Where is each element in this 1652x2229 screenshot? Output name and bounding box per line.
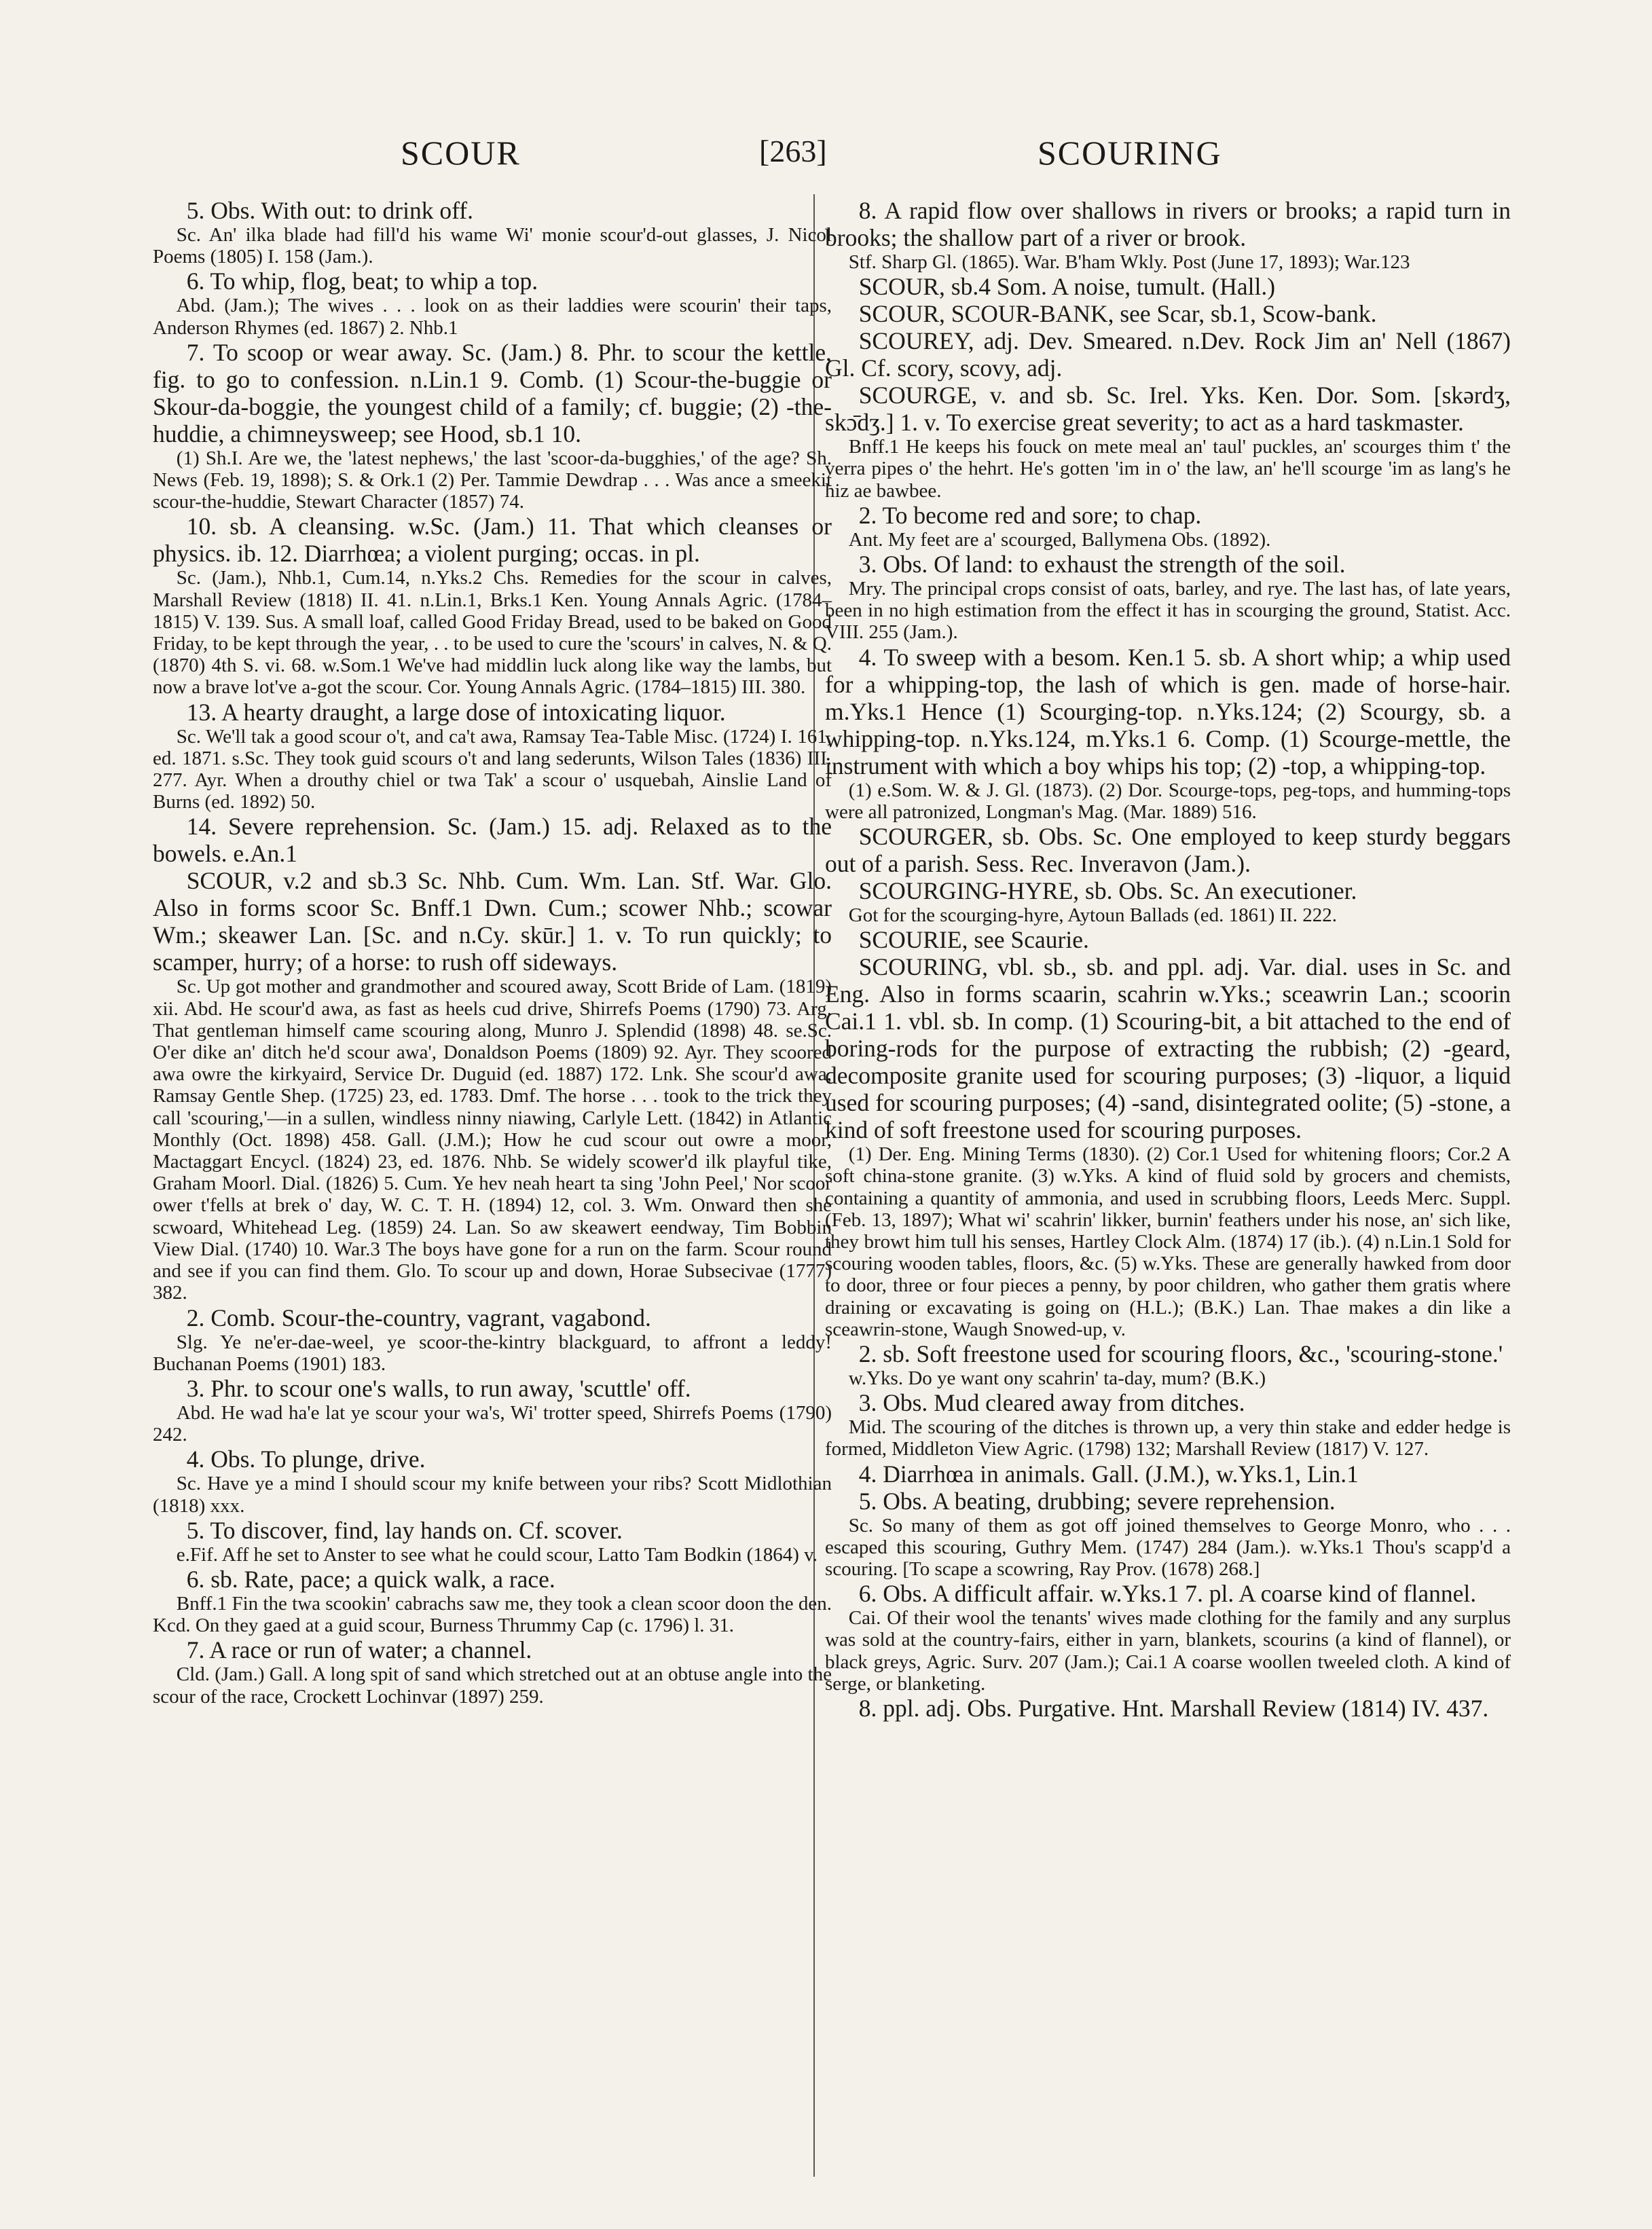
entry-paragraph: SCOURING, vbl. sb., sb. and ppl. adj. Var. dial. uses in Sc. and Eng. Also in forms scaarin, scahrin w.Yks.; sceawrin Lan.; scoorin Cai.1 1. vbl. sb. In comp. (1) Scouring-bit, a bit attached to the end of boring-rods for the purpose of extracting the rubbish; (2) -geard, decomposite granite used for scouring purposes; (3) -liquor, a liquid used for scouring purposes; (4) -sand, disintegrated oolite; (5) -stone, a kind of soft freestone used for scouring purposes. (825, 953, 1511, 1144)
entry-paragraph: 2. sb. Soft freestone used for scouring floors, &c., 'scouring-stone.' (858, 1340, 1503, 1368)
entry-paragraph: 13. A hearty draught, a large dose of intoxicating liquor. (186, 698, 726, 726)
page-number: [263] (759, 134, 827, 168)
entry-paragraph: SCOURGER, sb. Obs. Sc. One employed to keep sturdy beggars out of a parish. Sess. Rec. Inveravon (Jam.). (825, 823, 1511, 878)
entry-paragraph: SCOURGING-HYRE, sb. Obs. Sc. An executioner. (858, 877, 1357, 905)
citation-paragraph: Abd. (Jam.); The wives . . . look on as their laddies were scourin' their taps, Anderson Rhymes (ed. 1867) 2. Nhb.1 (153, 295, 832, 339)
entry-paragraph: 5. Obs. A beating, drubbing; severe reprehension. (858, 1487, 1336, 1515)
entry-paragraph: SCOURIE, see Scaurie. (858, 926, 1089, 954)
entry-paragraph: 7. To scoop or wear away. Sc. (Jam.) 8. Phr. to scour the kettle, fig. to go to confession. n.Lin.1 9. Comb. (1) Scour-the-buggie or Skour-da-boggie, the youngest child of a family; cf. buggie; (2) -the-huddie, a chimneysweep; see Hood, sb.1 10. (153, 338, 832, 447)
citation-paragraph: (1) Der. Eng. Mining Terms (1830). (2) Cor.1 Used for whitening floors; Cor.2 A soft china-stone granite. (3) w.Yks. A kind of fluid sold by grocers and chemists, containing a quantity of ammonia, and used in scrubbing floors, Leeds Merc. Suppl. (Feb. 13, 1897); What wi' scahrin' likker, burnin' feathers under his nose, an' sich like, they browt him tull his senses, Hartley Clock Alm. (1874) 17 (ib.). (4) n.Lin.1 Sold for scouring wooden tables, floors, &c. (5) w.Yks. These are generally hawked from door to door, three or four pieces a penny, by poor children, who gather them gratis where draining or excavating is going on (H.L.); (B.K.) Lan. Thae makes a din like a sceawrin-stone, Waugh Snowed-up, v. (825, 1143, 1511, 1340)
entry-paragraph: 10. sb. A cleansing. w.Sc. (Jam.) 11. That which cleanses or physics. ib. 12. Diarrhœa; a violent purging; occas. in pl. (153, 513, 832, 568)
citation-paragraph: Mry. The principal crops consist of oats, barley, and rye. The last has, of late years, been in no high estimation from the effect it has in scourging the ground, Statist. Acc. VIII. 255 (Jam.). (825, 578, 1511, 644)
citation-paragraph: Bnff.1 Fin the twa scookin' cabrachs saw me, they took a clean scoor doon the den. Kcd. On they gaed at a guid scour, Burness Thrummy Cap (c. 1796) l. 31. (153, 1592, 832, 1637)
citation-paragraph: Mid. The scouring of the ditches is thrown up, a very thin stake and edder hedge is formed, Middleton View Agric. (1798) 132; Marshall Review (1817) V. 127. (825, 1416, 1511, 1460)
entry-paragraph: 5. Obs. With out: to drink off. (186, 197, 473, 224)
citation-paragraph: Bnff.1 He keeps his fouck on mete meal an' taul' puckles, an' scourges thim t' the verra pipes o' the hehrt. He's gotten 'im in o' the law, an' he'll scourge 'im as lang's he hiz ae bawbee. (825, 436, 1511, 502)
entry-paragraph: 4. To sweep with a besom. Ken.1 5. sb. A short whip; a whip used for a whipping-top, the lash of which is gen. made of horse-hair. m.Yks.1 Hence (1) Scourging-top. n.Yks.124; (2) Scourgy, sb. a whipping-top. n.Yks.124, m.Yks.1 6. Comp. (1) Scourge-mettle, the instrument with which a boy whips his top; (2) -top, a whipping-top. (825, 643, 1511, 779)
citation-paragraph: Sc. (Jam.), Nhb.1, Cum.14, n.Yks.2 Chs. Remedies for the scour in calves, Marshall Review (1818) II. 41. n.Lin.1, Brks.1 Ken. Young Annals Agric. (1784–1815) V. 139. Sus. A small loaf, called Good Friday Bread, used to be baked on Good Friday, to be kept through the year, . . to be used to cure the 'scours' in calves, N. & Q. (1870) 4th S. vi. 68. w.Som.1 We've had middlin luck along like way the lambs, but now a brave lot've a-got the scour. Cor. Young Annals Agric. (1784–1815) III. 380. (153, 567, 832, 699)
entry-paragraph: 6. To whip, flog, beat; to whip a top. (186, 268, 538, 295)
entry-paragraph: 14. Severe reprehension. Sc. (Jam.) 15. adj. Relaxed as to the bowels. e.An.1 (153, 813, 832, 868)
entry-paragraph: 8. ppl. adj. Obs. Purgative. Hnt. Marshall Review (1814) IV. 437. (858, 1695, 1489, 1723)
citation-paragraph: e.Fif. Aff he set to Anster to see what he could scour, Latto Tam Bodkin (1864) v. (176, 1543, 818, 1566)
entry-paragraph: 8. A rapid flow over shallows in rivers or brooks; a rapid turn in brooks; the shallow part of a river or brook. (825, 197, 1511, 251)
entry-paragraph: 4. Diarrhœa in animals. Gall. (J.M.), w.Yks.1, Lin.1 (858, 1460, 1359, 1488)
citation-paragraph: (1) e.Som. W. & J. Gl. (1873). (2) Dor. Scourge-tops, peg-tops, and humming-tops were all patronized, Longman's Mag. (Mar. 1889) 516. (825, 779, 1511, 823)
citation-paragraph: Sc. So many of them as got off joined themselves to George Monro, who . . . escaped this scouring, Guthry Mem. (1747) 284 (Jam.). w.Yks.1 Thou's scapp'd a scouring. [To scape a scowring, Ray Prov. (1678) 268.] (825, 1514, 1511, 1581)
citation-paragraph: Abd. He wad ha'e lat ye scour your wa's, Wi' trotter speed, Shirrefs Poems (1790) 242. (153, 1401, 832, 1446)
header-right-word: SCOURING (1038, 134, 1222, 172)
citation-paragraph: Cai. Of their wool the tenants' wives made clothing for the family and any surplus was sold at the country-fairs, either in yarn, blankets, scourins (a kind of flannel), or black greys, Agric. Surv. 207 (Jam.); Cai.1 A coarse woollen tweeled cloth. A kind of serge, or blanketing. (825, 1607, 1511, 1695)
entry-paragraph: SCOUR, SCOUR-BANK, see Scar, sb.1, Scow-bank. (858, 300, 1377, 328)
entry-paragraph: 7. A race or run of water; a channel. (186, 1636, 532, 1664)
entry-paragraph: SCOUREY, adj. Dev. Smeared. n.Dev. Rock Jim an' Nell (1867) Gl. Cf. scory, scovy, adj. (825, 327, 1511, 382)
citation-paragraph: Slg. Ye ne'er-dae-weel, ye scoor-the-kintry blackguard, to affront a leddy! Buchanan Poems (1901) 183. (153, 1331, 832, 1375)
citation-paragraph: Stf. Sharp Gl. (1865). War. B'ham Wkly. Post (June 17, 1893); War.123 (848, 251, 1410, 273)
right-column (825, 197, 1511, 1722)
citation-paragraph: Sc. Have ye a mind I should scour my knife between your ribs? Scott Midlothian (1818) xxx. (153, 1473, 832, 1517)
entry-paragraph: 3. Phr. to scour one's walls, to run away, 'scuttle' off. (186, 1374, 691, 1402)
entry-paragraph: SCOUR, v.2 and sb.3 Sc. Nhb. Cum. Wm. Lan. Stf. War. Glo. Also in forms scoor Sc. Bnff.1 Dwn. Cum.; scower Nhb.; scowar Wm.; skeawer Lan. [Sc. and n.Cy. skūr.] 1. v. To run quickly; to scamper, hurry; of a horse: to rush off sideways. (153, 867, 832, 976)
left-column (153, 197, 832, 1708)
entry-paragraph: 2. To become red and sore; to chap. (858, 501, 1202, 529)
citation-paragraph: Sc. An' ilka blade had fill'd his wame Wi' monie scour'd-out glasses, J. Nicol Poems (1805) I. 158 (Jam.). (153, 224, 832, 268)
header-left-word: SCOUR (401, 134, 521, 172)
citation-paragraph: (1) Sh.I. Are we, the 'latest nephews,' the last 'scoor-da-bugghies,' of the age? Sh. News (Feb. 19, 1898); S. & Ork.1 (2) Per. Tammie Dewdrap . . . Was ance a smeekit scour-the-huddie, Stewart Character (1857) 74. (153, 447, 832, 513)
entry-paragraph: 5. To discover, find, lay hands on. Cf. scover. (186, 1516, 623, 1544)
citation-paragraph: w.Yks. Do ye want ony scahrin' ta-day, mum? (B.K.) (848, 1367, 1266, 1390)
entry-paragraph: 4. Obs. To plunge, drive. (186, 1445, 426, 1473)
citation-paragraph: Sc. We'll tak a good scour o't, and ca't awa, Ramsay Tea-Table Misc. (1724) I. 161, ed. 1871. s.Sc. They took guid scours o't and lang sederunts, Wilson Tales (1836) III. 277. Ayr. When a drouthy chiel or twa Tak' a scour o' usquebah, Ainslie Land of Burns (ed. 1892) 50. (153, 725, 832, 813)
entry-paragraph: 6. sb. Rate, pace; a quick walk, a race. (186, 1565, 555, 1593)
entry-paragraph: SCOURGE, v. and sb. Sc. Irel. Yks. Ken. Dor. Som. [skərdʒ, skɔ̄dʒ.] 1. v. To exercise great severity; to act as a hard taskmaster. (825, 382, 1511, 437)
running-header (0, 133, 1652, 181)
entry-paragraph: 3. Obs. Mud cleared away from ditches. (858, 1389, 1245, 1417)
citation-paragraph: Ant. My feet are a' scourged, Ballymena Obs. (1892). (848, 528, 1271, 551)
entry-paragraph: SCOUR, sb.4 Som. A noise, tumult. (Hall.) (858, 273, 1276, 301)
entry-paragraph: 2. Comb. Scour-the-country, vagrant, vagabond. (186, 1304, 651, 1331)
citation-paragraph: Got for the scourging-hyre, Aytoun Ballads (ed. 1861) II. 222. (848, 904, 1338, 927)
entry-paragraph: 6. Obs. A difficult affair. w.Yks.1 7. pl. A coarse kind of flannel. (858, 1580, 1477, 1608)
entry-paragraph: 3. Obs. Of land: to exhaust the strength of the soil. (858, 551, 1346, 578)
citation-paragraph: Sc. Up got mother and grandmother and scoured away, Scott Bride of Lam. (1819) xii. Abd. He scour'd awa, as fast as heels cud drive, Shirrefs Poems (1790) 73. Arg. That gentleman himself came scouring along, Munro J. Splendid (1898) 48. se.Sc. O'er dike an' ditch he'd scour awa', Donaldson Poems (1809) 92. Ayr. They scoored awa owre the kirkyaird, Service Dr. Duguid (ed. 1887) 172. Lnk. She scour'd awa, Ramsay Gentle Shep. (1725) 23, ed. 1783. Dmf. The horse . . . took to the trick they call 'scouring,'—in a sullen, windless ninny niawing, Carlyle Lett. (1842) in Atlantic Monthly (Oct. 1898) 458. Gall. (J.M.); How he cud scour out owre a moor, Mactaggart Encycl. (1824) 23, ed. 1876. Nhb. Se widely scower'd ilk playful tike, Graham Moorl. Dial. (1826) 5. Cum. Ye hev neah heart ta sing 'John Peel,' Nor scoor ower t'fells at brek o' day, W. C. T. H. (1894) 12, col. 3. Wm. Onward then she scwoard, Whitehead Leg. (1859) 24. Lan. So aw skeawert eendway, Tim Bobbin View Dial. (1740) 10. War.3 The boys have gone for a run on the farm. Scour round and see if you can find them. Glo. To scour up and down, Horae Subsecivae (1777) 382. (153, 976, 832, 1304)
citation-paragraph: Cld. (Jam.) Gall. A long spit of sand which stretched out at an obtuse angle into the scour of the race, Crockett Lochinvar (1897) 259. (153, 1663, 832, 1708)
